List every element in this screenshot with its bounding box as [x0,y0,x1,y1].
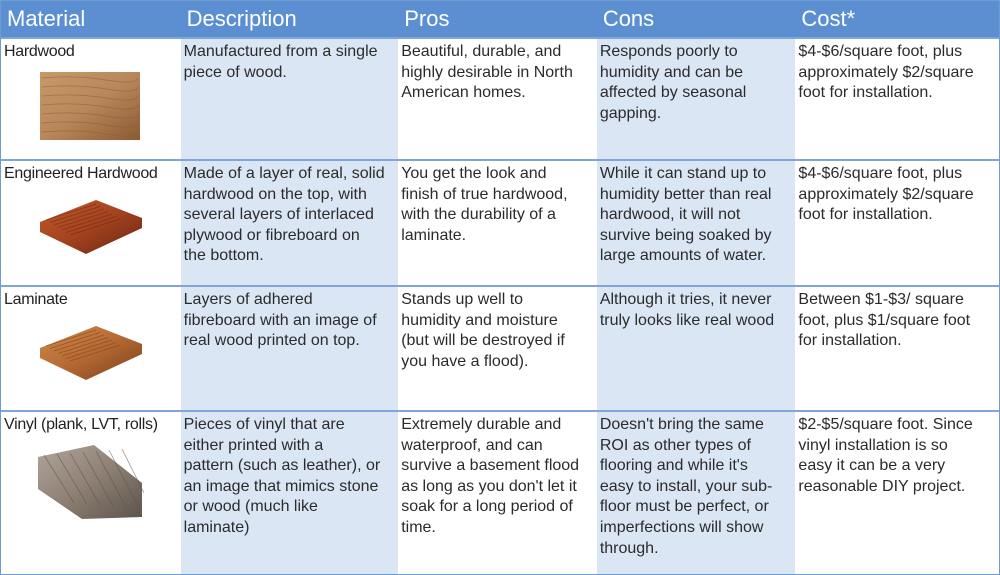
table-row [1,159,999,285]
cost-line: approximately $2/square [798,185,974,203]
cons-line: truly looks like real wood [599,311,775,329]
cost-line: vinyl installation is so [798,436,948,454]
pros-cell [398,287,597,410]
pros-line: finish of true hardwood, [401,185,568,203]
cost-line: easy it can be a very [798,457,946,475]
description-line: the bottom. [183,247,264,265]
cons-line: While it can stand up to [599,165,767,182]
description-cell [181,39,399,159]
engineered-hardwood-icon [36,192,179,277]
pros-line: waterproof, and can [401,436,543,454]
pros-line: American homes. [401,84,526,102]
description-cell [181,287,399,410]
cons-line: Responds poorly to [599,43,738,60]
header-description: Description [186,6,297,31]
pros-line: time. [401,518,436,536]
pros-line: You get the look and [401,165,547,182]
material-name: Vinyl (plank, LVT, rolls) [4,416,158,433]
description-line: Pieces of vinyl that are [183,416,345,433]
material-cell [1,161,181,285]
header-cons: Cons [602,6,655,31]
header-pros: Pros [404,6,450,31]
cost-line: $2-$5/square foot. Since [798,416,973,433]
table-row [1,37,999,159]
cons-cell [597,287,796,410]
cons-line: Doesn't bring the same [599,416,764,433]
cost-cell [795,287,999,410]
cons-line: affected by seasonal [599,84,747,102]
description-line: laminate) [183,518,250,536]
cons-line: imperfections will show [599,518,764,536]
header-material: Material [7,6,86,31]
cons-line: flooring and while it's [599,457,748,475]
description-line: hardwood on the top, with [183,185,367,203]
laminate-plank-icon [36,318,179,403]
pros-line: survive a basement flood [401,457,580,475]
cost-cell [795,39,999,159]
pros-line: you have a flood). [401,352,529,370]
cons-line: large amounts of water. [599,247,767,265]
description-line: an image that mimics stone [183,477,379,495]
table-header [1,1,999,37]
pros-line: as long as you don't let it [401,477,577,495]
description-line: or wood (much like [183,498,318,516]
pros-line: Stands up well to [401,291,524,308]
cons-cell [597,161,796,285]
cons-line: easy to install, your sub- [599,477,773,495]
description-cell [181,161,399,285]
description-line: Layers of adhered [183,291,313,308]
description-line: either printed with a [183,436,324,454]
cons-cell [597,412,796,574]
cons-line: Although it tries, it never [599,291,772,308]
description-cell [181,412,399,574]
pros-line: Beautiful, durable, and [401,43,562,60]
cons-line: humidity and can be [599,63,744,81]
cons-line: through. [599,539,659,557]
material-name: Hardwood [4,43,75,60]
pros-line: Extremely durable and [401,416,562,433]
header-cost: Cost* [801,6,856,31]
material-cell [1,412,181,574]
pros-cell [398,412,597,574]
description-line: Manufactured from a single [183,43,378,60]
material-cell [1,39,181,159]
cons-cell [597,39,796,159]
cost-line: Between $1-$3/ square [798,291,964,308]
pros-line: humidity and moisture [401,311,558,329]
description-line: fibreboard with an image of [183,311,377,329]
pros-line: with the durability of a [401,206,556,224]
cost-line: $4-$6/square foot, plus [798,165,963,182]
cost-line: $4-$6/square foot, plus [798,43,963,60]
description-line: several layers of interlaced [183,206,374,224]
cost-cell [795,161,999,285]
material-name: Laminate [4,291,68,308]
description-line: pattern (such as leather), or [183,457,381,475]
cost-line: approximately $2/square [798,63,974,81]
pros-line: (but will be destroyed if [401,332,565,350]
cons-line: gapping. [599,104,662,122]
cons-line: survive being soaked by [599,226,772,244]
hardwood-plank-icon [36,70,179,155]
cons-line: hardwood, it will not [599,206,741,224]
pros-cell [398,39,597,159]
cons-line: humidity better than real [599,185,772,203]
cons-line: floor must be perfect, or [599,498,769,516]
cost-line: foot for installation. [798,206,933,224]
cost-line: reasonable DIY project. [798,477,966,495]
table-row [1,410,999,574]
vinyl-plank-icon [36,443,179,528]
pros-line: highly desirable in North [401,63,573,81]
cost-cell [795,412,999,574]
material-name: Engineered Hardwood [4,165,158,182]
description-line: plywood or fibreboard on [183,226,360,244]
cons-line: ROI as other types of [599,436,751,454]
pros-line: soak for a long period of [401,498,573,516]
cost-line: for installation. [798,332,902,350]
description-line: piece of wood. [183,63,287,81]
cost-line: foot for installation. [798,84,933,102]
cost-line: foot, plus $1/square foot [798,311,971,329]
material-cell [1,287,181,410]
description-line: real wood printed on top. [183,332,360,350]
pros-line: laminate. [401,226,467,244]
description-line: Made of a layer of real, solid [183,165,385,182]
table-row [1,285,999,410]
pros-cell [398,161,597,285]
